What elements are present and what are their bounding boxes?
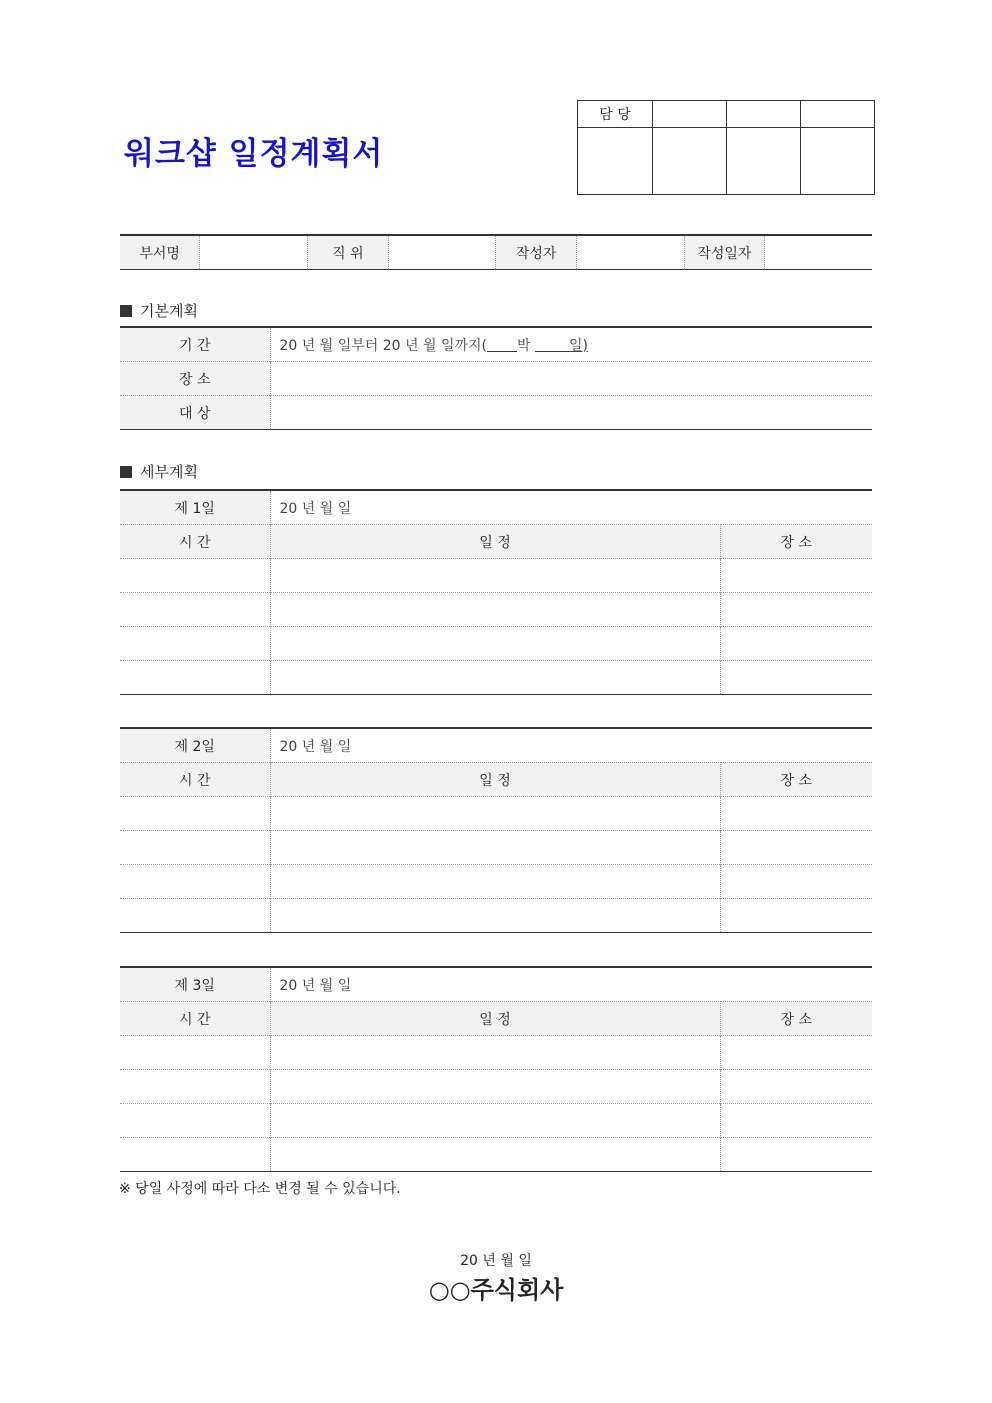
day-date-field[interactable]: 20 년 월 일 [279, 977, 352, 994]
square-bullet-icon [120, 305, 132, 317]
time-cell[interactable] [120, 593, 270, 627]
schedule-cell[interactable] [270, 627, 720, 661]
author-field[interactable] [576, 235, 684, 270]
place-cell[interactable] [720, 661, 872, 695]
time-cell[interactable] [120, 1138, 270, 1172]
time-header: 시 간 [120, 1002, 270, 1036]
place-header: 장 소 [720, 525, 872, 559]
schedule-cell[interactable] [270, 559, 720, 593]
department-field[interactable] [200, 235, 308, 270]
place-cell[interactable] [720, 1070, 872, 1104]
approval-sign-cell[interactable] [578, 128, 653, 195]
footer-date: 20 년 월 일 [460, 1253, 532, 1269]
period-label: 기 간 [120, 327, 270, 362]
venue-label: 장 소 [120, 362, 270, 396]
day-label: 제 2일 [120, 728, 270, 763]
place-header: 장 소 [720, 1002, 872, 1036]
schedule-cell[interactable] [270, 831, 720, 865]
date-written-label: 작성일자 [684, 235, 764, 270]
document-title: 워크샵 일정계획서 [124, 136, 384, 172]
target-label: 대 상 [120, 396, 270, 430]
place-header: 장 소 [720, 763, 872, 797]
place-cell[interactable] [720, 899, 872, 933]
time-cell[interactable] [120, 1036, 270, 1070]
schedule-cell[interactable] [270, 797, 720, 831]
venue-field[interactable] [270, 362, 872, 396]
schedule-cell[interactable] [270, 1138, 720, 1172]
place-cell[interactable] [720, 1104, 872, 1138]
department-label: 부서명 [120, 235, 200, 270]
time-cell[interactable] [120, 797, 270, 831]
time-cell[interactable] [120, 1070, 270, 1104]
note-text: ※ 당일 사정에 따라 다소 변경 될 수 있습니다. [119, 1181, 401, 1197]
place-cell[interactable] [720, 1138, 872, 1172]
info-table [120, 234, 872, 270]
day-2-table [120, 727, 872, 933]
time-header: 시 간 [120, 525, 270, 559]
approval-header: 담 당 [578, 101, 653, 128]
time-cell[interactable] [120, 1104, 270, 1138]
place-cell[interactable] [720, 559, 872, 593]
days-unit: 일) [568, 337, 588, 354]
place-cell[interactable] [720, 627, 872, 661]
schedule-cell[interactable] [270, 865, 720, 899]
time-header: 시 간 [120, 763, 270, 797]
time-cell[interactable] [120, 865, 270, 899]
day-label: 제 1일 [120, 490, 270, 525]
time-cell[interactable] [120, 831, 270, 865]
place-cell[interactable] [720, 831, 872, 865]
time-cell[interactable] [120, 627, 270, 661]
detail-plan-heading-text: 세부계획 [140, 463, 198, 481]
place-cell[interactable] [720, 593, 872, 627]
day-label: 제 3일 [120, 967, 270, 1002]
company-name: ○○주식회사 [428, 1276, 564, 1304]
schedule-cell[interactable] [270, 1070, 720, 1104]
place-cell[interactable] [720, 865, 872, 899]
schedule-cell[interactable] [270, 1036, 720, 1070]
approval-box [577, 100, 875, 195]
basic-plan-heading [120, 300, 198, 321]
approval-header-cell [653, 101, 727, 128]
author-label: 작성자 [496, 235, 576, 270]
day-date-field[interactable]: 20 년 월 일 [279, 500, 352, 517]
target-field[interactable] [270, 396, 872, 430]
position-label: 직 위 [308, 235, 388, 270]
time-cell[interactable] [120, 661, 270, 695]
approval-header-cell [801, 101, 875, 128]
place-cell[interactable] [720, 797, 872, 831]
approval-sign-cell[interactable] [727, 128, 801, 195]
approval-sign-cell[interactable] [801, 128, 875, 195]
approval-sign-cell[interactable] [653, 128, 727, 195]
period-text: 20 년 월 일부터 20 년 월 일까지( [279, 337, 487, 354]
days-blank[interactable] [535, 337, 569, 352]
nights-unit: 박 [516, 337, 535, 354]
detail-plan-heading [120, 461, 198, 482]
place-cell[interactable] [720, 1036, 872, 1070]
date-written-field[interactable] [765, 235, 872, 270]
period-field[interactable] [270, 327, 872, 362]
schedule-cell[interactable] [270, 899, 720, 933]
day-date-field[interactable]: 20 년 월 일 [279, 738, 352, 755]
schedule-header: 일 정 [270, 525, 720, 559]
schedule-cell[interactable] [270, 661, 720, 695]
square-bullet-icon [120, 466, 132, 478]
day-1-table [120, 489, 872, 695]
schedule-cell[interactable] [270, 1104, 720, 1138]
approval-header-cell [727, 101, 801, 128]
schedule-cell[interactable] [270, 593, 720, 627]
basic-plan-table [120, 326, 872, 430]
time-cell[interactable] [120, 899, 270, 933]
schedule-header: 일 정 [270, 1002, 720, 1036]
nights-blank[interactable] [487, 337, 517, 352]
day-3-table [120, 966, 872, 1172]
schedule-header: 일 정 [270, 763, 720, 797]
basic-plan-heading-text: 기본계획 [140, 302, 198, 320]
position-field[interactable] [388, 235, 496, 270]
time-cell[interactable] [120, 559, 270, 593]
